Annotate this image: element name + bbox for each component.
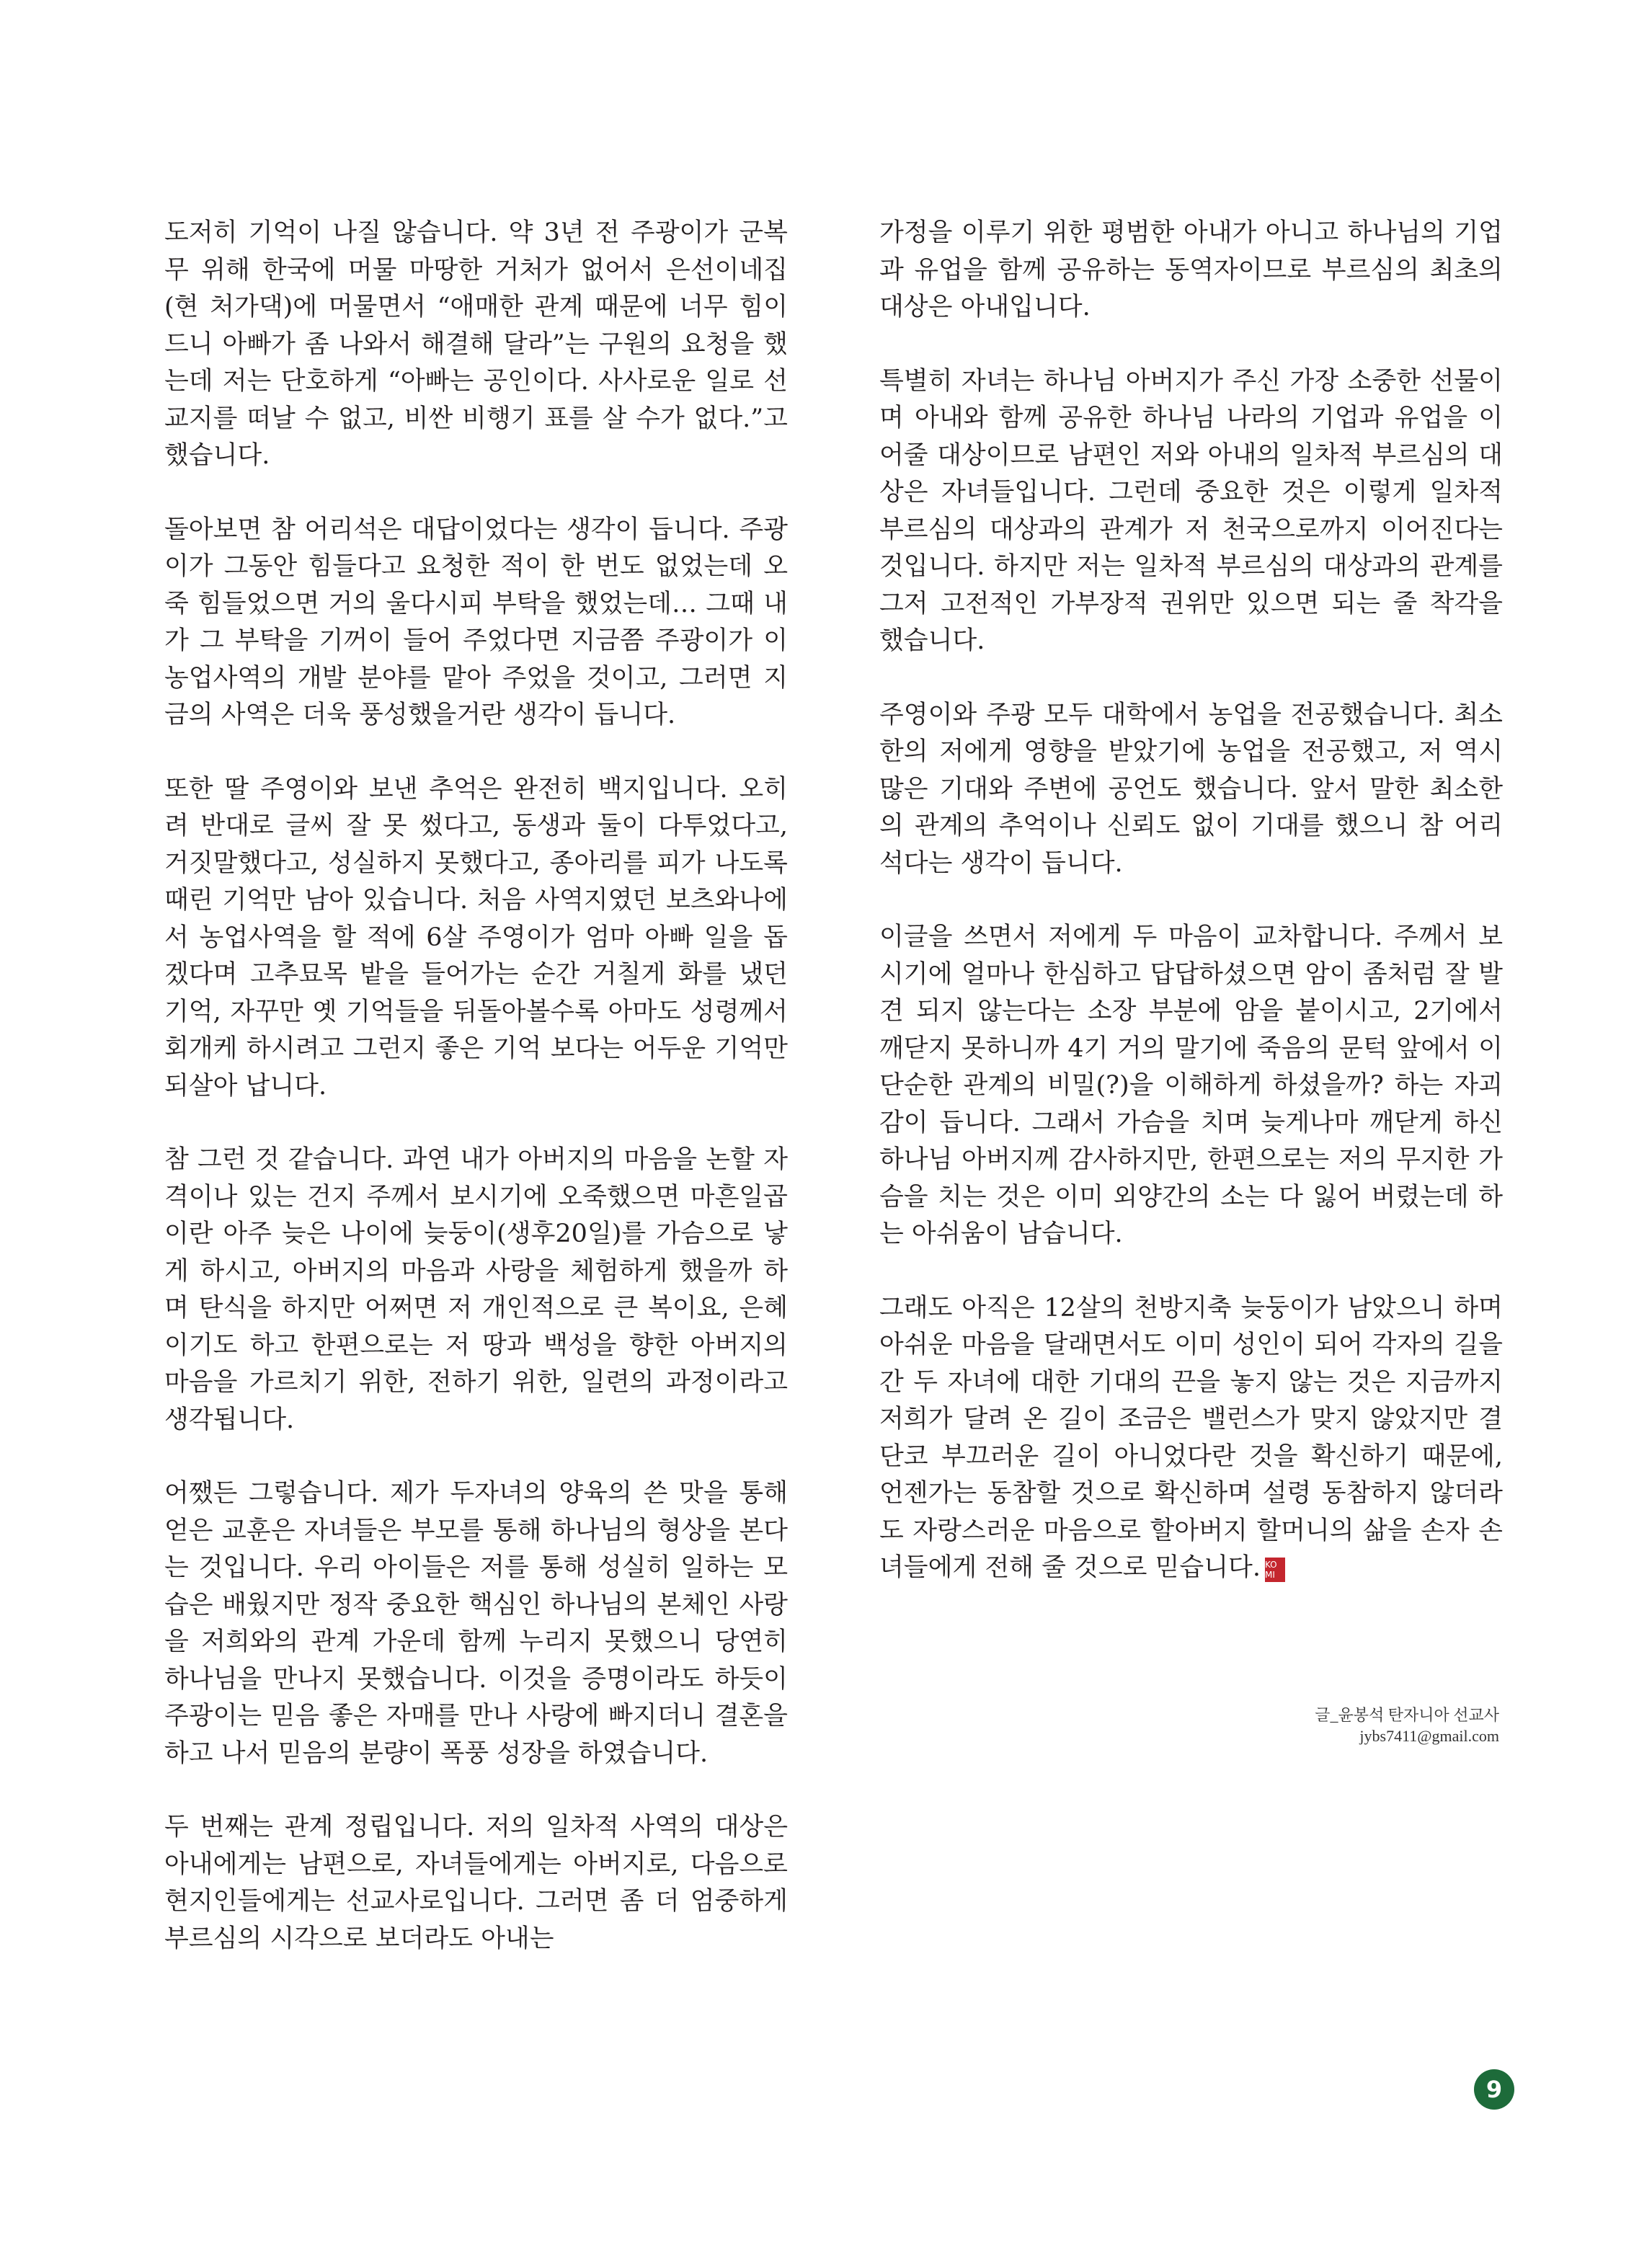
last-paragraph xyxy=(879,1290,1503,1587)
paragraph: 이글을 쓰면서 저에게 두 마음이 교차합니다. 주께서 보시기에 얼마나 한심하고 답답하셨으면 암이 좀처럼 잘 발견 되지 않는다는 소장 부분에 암을 붙이시고, 2기에서 깨닫지 못하니까 4기 거의 말기에 죽음의 문턱 앞에서 이 단순한 관계의 비밀(?)을 이해하게 하셨을까? 하는 자괴감이 듭니다. 그래서 가슴을 치며 늦게나마 깨닫게 하신 하나님 아버지께 감사하지만, 한편으로는 저의 무지한 가슴을 치는 것은 이미 외양간의 소는 다 잃어 버렸는데 하는 아쉬움이 남습니다. xyxy=(879,923,1503,1248)
paragraph: 두 번째는 관계 정립입니다. 저의 일차적 사역의 대상은 아내에게는 남편으로, 자녀들에게는 아버지로, 다음으로 현지인들에게는 선교사로입니다. 그러면 좀 더 엄중하게 부르심의 시각으로 보더라도 아내는 xyxy=(164,1813,788,1953)
right-text-column xyxy=(879,215,1503,1624)
paragraph: 또한 딸 주영이와 보낸 추억은 완전히 백지입니다. 오히려 반대로 글씨 잘 못 썼다고, 동생과 둘이 다투었다고, 거짓말했다고, 성실하지 못했다고, 종아리를 피가 나도록 때린 기억만 남아 있습니다. 처음 사역지였던 보츠와나에서 농업사역을 할 적에 6살 주영이가 엄마 아빠 일을 돕겠다며 고추묘목 밭을 들어가는 순간 거칠게 화를 냈던 기억, 자꾸만 옛 기억들을 뒤돌아볼수록 아마도 성령께서 회개케 하시려고 그런지 좋은 기억 보다는 어두운 기억만 되살아 납니다. xyxy=(164,774,788,1101)
paragraph: 어쨌든 그렇습니다. 제가 두자녀의 양육의 쓴 맛을 통해 얻은 교훈은 자녀들은 부모를 통해 하나님의 형상을 본다는 것입니다. 우리 아이들은 저를 통해 성실히 일하는 모습은 배웠지만 정작 중요한 핵심인 하나님의 본체인 사랑을 저희와의 관계 가운데 함께 누리지 못했으니 당연히 하나님을 만나지 못했습니다. 이것을 증명이라도 하듯이 주광이는 믿음 좋은 자매를 만나 사랑에 빠지더니 결혼을 하고 나서 믿음의 분량이 폭풍 성장을 하였습니다. xyxy=(164,1479,788,1768)
paragraph: 가정을 이루기 위한 평범한 아내가 아니고 하나님의 기업과 유업을 함께 공유하는 동역자이므로 부르심의 최초의 대상은 아내입니다. xyxy=(879,218,1503,321)
paragraph: 돌아보면 참 어리석은 대답이었다는 생각이 듭니다. 주광이가 그동안 힘들다고 요청한 적이 한 번도 없었는데 오죽 힘들었으면 거의 울다시피 부탁을 했었는데… 그때 내가 그 부탁을 기꺼이 들어 주었다면 지금쯤 주광이가 이 농업사역의 개발 분야를 맡아 주었을 것이고, 그러면 지금의 사역은 더욱 풍성했을거란 생각이 듭니다. xyxy=(164,515,788,729)
author-email: jybs7411@gmail.com xyxy=(1359,1727,1499,1745)
author-credit xyxy=(1315,1705,1499,1746)
page-number-badge: 9 xyxy=(1474,2069,1514,2110)
paragraph: 특별히 자녀는 하나님 아버지가 주신 가장 소중한 선물이며 아내와 함께 공유한 하나님 나라의 기업과 유업을 이어줄 대상이므로 남편인 저와 아내의 일차적 부르심의 대상은 자녀들입니다. 그런데 중요한 것은 이렇게 일차적 부르심의 대상과의 관계가 저 천국으로까지 이어진다는 것입니다. 하지만 저는 일차적 부르심의 대상과의 관계를 그저 고전적인 가부장적 권위만 있으면 되는 줄 착각을 했습니다. xyxy=(879,366,1503,655)
paragraph: 참 그런 것 같습니다. 과연 내가 아버지의 마음을 논할 자격이나 있는 건지 주께서 보시기에 오죽했으면 마흔일곱이란 아주 늦은 나이에 늦둥이(생후20일)를 가슴으로 낳게 하시고, 아버지의 마음과 사랑을 체험하게 했을까 하며 탄식을 하지만 어쩌면 저 개인적으로 큰 복이요, 은혜이기도 하고 한편으로는 저 땅과 백성을 향한 아버지의 마음을 가르치기 위한, 전하기 위한, 일련의 과정이라고 생각됩니다. xyxy=(164,1145,788,1434)
paragraph-text: 그래도 아직은 12살의 천방지축 늦둥이가 남았으니 하며 아쉬운 마음을 달래면서도 이미 성인이 되어 각자의 길을 간 두 자녀에 대한 기대의 끈을 놓지 않는 것은 지금까지 저희가 달려 온 길이 조금은 밸런스가 맞지 않았지만 결단코 부끄러운 길이 아니었다란 것을 확신하기 때문에, 언젠가는 동참할 것으로 확신하며 설령 동참하지 않더라도 자랑스러운 마음으로 할아버지 할머니의 삶을 손자 손녀들에게 전해 줄 것으로 믿습니다. xyxy=(879,1293,1503,1582)
end-mark-logo-icon xyxy=(1265,1558,1285,1582)
paragraph: 도저히 기억이 나질 않습니다. 약 3년 전 주광이가 군복무 위해 한국에 머물 마땅한 거처가 없어서 은선이네집(현 처가댁)에 머물면서 “애매한 관계 때문에 너무 힘이 드니 아빠가 좀 나와서 해결해 달라”는 구원의 요청을 했는데 저는 단호하게 “아빠는 공인이다. 사사로운 일로 선교지를 떠날 수 없고, 비싼 비행기 표를 살 수가 없다.”고 했습니다. xyxy=(164,218,788,470)
paragraph: 주영이와 주광 모두 대학에서 농업을 전공했습니다. 최소한의 저에게 영향을 받았기에 농업을 전공했고, 저 역시 많은 기대와 주변에 공언도 했습니다. 앞서 말한 최소한의 관계의 추억이나 신뢰도 없이 기대를 했으니 참 어리석다는 생각이 듭니다. xyxy=(879,700,1503,878)
left-text-column xyxy=(164,215,788,1994)
end-mark-line: KO xyxy=(1264,1560,1277,1570)
author-byline: 글_윤봉석 탄자니아 선교사 xyxy=(1315,1706,1499,1724)
end-mark-line: MI xyxy=(1264,1570,1275,1580)
